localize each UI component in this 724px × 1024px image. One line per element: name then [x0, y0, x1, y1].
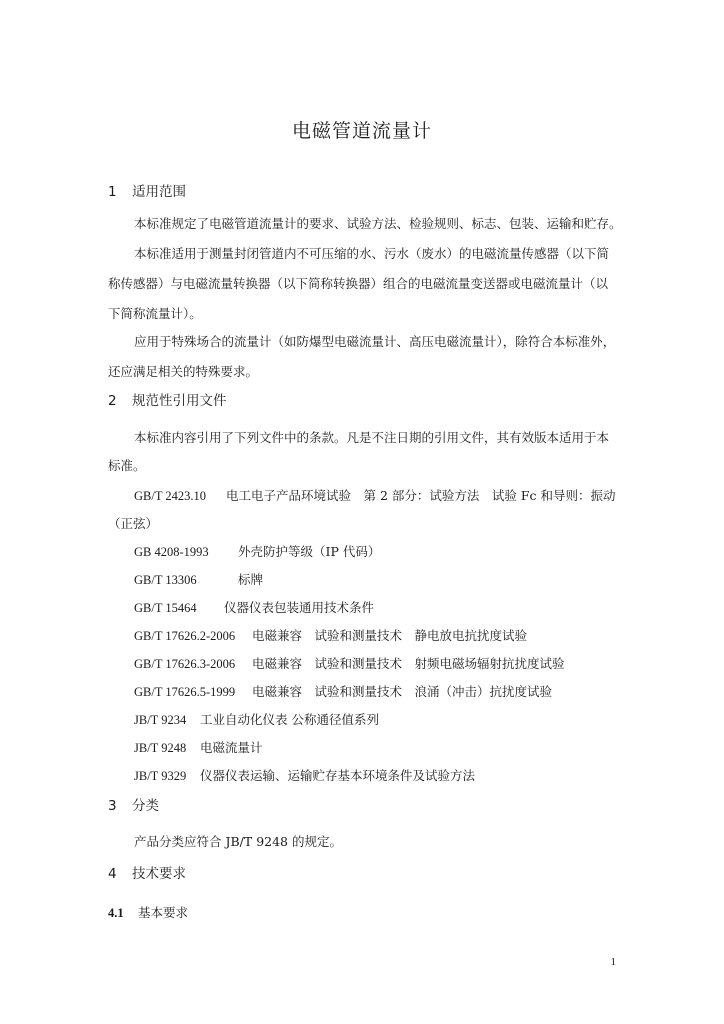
reference-item	[134, 682, 552, 700]
reference-code: GB/T 13306	[134, 573, 197, 587]
reference-code: GB/T 2423.10	[134, 489, 206, 503]
reference-code: GB/T 17626.5-1999	[134, 685, 236, 699]
page-number: 1	[610, 956, 616, 968]
reference-title: 标牌	[238, 572, 264, 587]
reference-title: 外壳防护等级（IP 代码）	[238, 544, 381, 559]
section-number: 3	[108, 798, 117, 814]
reference-item	[134, 486, 616, 504]
reference-title: 电磁兼容 试验和测量技术 静电放电抗扰度试验	[252, 628, 528, 643]
reference-title: 电磁流量计	[200, 740, 263, 755]
paragraph-line: 本标准内容引用了下列文件中的条款。凡是不注日期的引用文件，其有效版本适用于本	[134, 430, 610, 445]
section-heading-2	[108, 389, 227, 409]
section-heading-3	[108, 794, 159, 814]
reference-title: 电磁兼容 试验和测量技术 浪涌（冲击）抗扰度试验	[252, 684, 553, 699]
section-number: 4	[108, 866, 117, 882]
subsection-number: 4.1	[108, 906, 124, 920]
subsection-heading-4-1	[108, 903, 188, 921]
paragraph-line: 还应满足相关的特殊要求。	[108, 364, 259, 379]
reference-code: GB/T 17626.3-2006	[134, 657, 236, 671]
document-title: 电磁管道流量计	[291, 120, 432, 142]
section-heading-4	[108, 862, 186, 882]
reference-item-continued	[108, 514, 158, 532]
paragraph: 产品分类应符合 JB/T 9248 的规定。	[134, 834, 342, 849]
paragraph: 本标准规定了电磁管道流量计的要求、试验方法、检验规则、标志、包装、运输和贮存。	[134, 216, 622, 231]
section-title: 适用范围	[132, 184, 186, 200]
paragraph-line: 应用于特殊场合的流量计（如防爆型电磁流量计、高压电磁流量计），除符合本标准外，	[134, 334, 616, 349]
reference-code: GB/T 17626.2-2006	[134, 629, 236, 643]
section-title: 规范性引用文件	[132, 393, 227, 409]
reference-item	[134, 766, 475, 784]
reference-title: 仪器仪表包装通用技术条件	[224, 600, 375, 615]
reference-item	[134, 710, 379, 728]
reference-code: GB/T 15464	[134, 601, 197, 615]
section-number: 2	[108, 393, 117, 409]
reference-code: JB/T 9329	[134, 769, 187, 783]
paragraph-line: 下简称流量计）。	[108, 306, 202, 321]
section-heading-1	[108, 180, 186, 200]
reference-title: 工业自动化仪表 公称通径值系列	[200, 712, 379, 727]
paragraph-line: 本标准适用于测量封闭管道内不可压缩的水、污水（废水）的电磁流量传感器（以下简	[134, 246, 610, 261]
reference-code: GB 4208-1993	[134, 545, 209, 559]
reference-title: 电工电子产品环境试验 第 2 部分：试验方法 试验 Fc 和导则：振动	[226, 488, 616, 503]
reference-title: 仪器仪表运输、运输贮存基本环境条件及试验方法	[200, 768, 476, 783]
reference-item	[134, 598, 374, 616]
section-title: 技术要求	[132, 866, 186, 882]
section-title: 分类	[132, 798, 159, 814]
reference-code: JB/T 9234	[134, 713, 187, 727]
subsection-title: 基本要求	[138, 905, 189, 920]
reference-item	[134, 738, 263, 756]
reference-code: JB/T 9248	[134, 741, 187, 755]
reference-title: 电磁兼容 试验和测量技术 射频电磁场辐射抗扰度试验	[252, 656, 565, 671]
reference-item	[134, 654, 565, 672]
reference-item	[134, 626, 527, 644]
reference-item	[134, 542, 380, 560]
reference-item	[134, 570, 263, 588]
reference-continuation: （正弦）	[108, 516, 159, 531]
paragraph-line: 标准。	[108, 458, 146, 473]
section-number: 1	[108, 184, 117, 200]
paragraph-line: 称传感器）与电磁流量转换器（以下简称转换器）组合的电磁流量变送器或电磁流量计（以	[108, 276, 609, 291]
